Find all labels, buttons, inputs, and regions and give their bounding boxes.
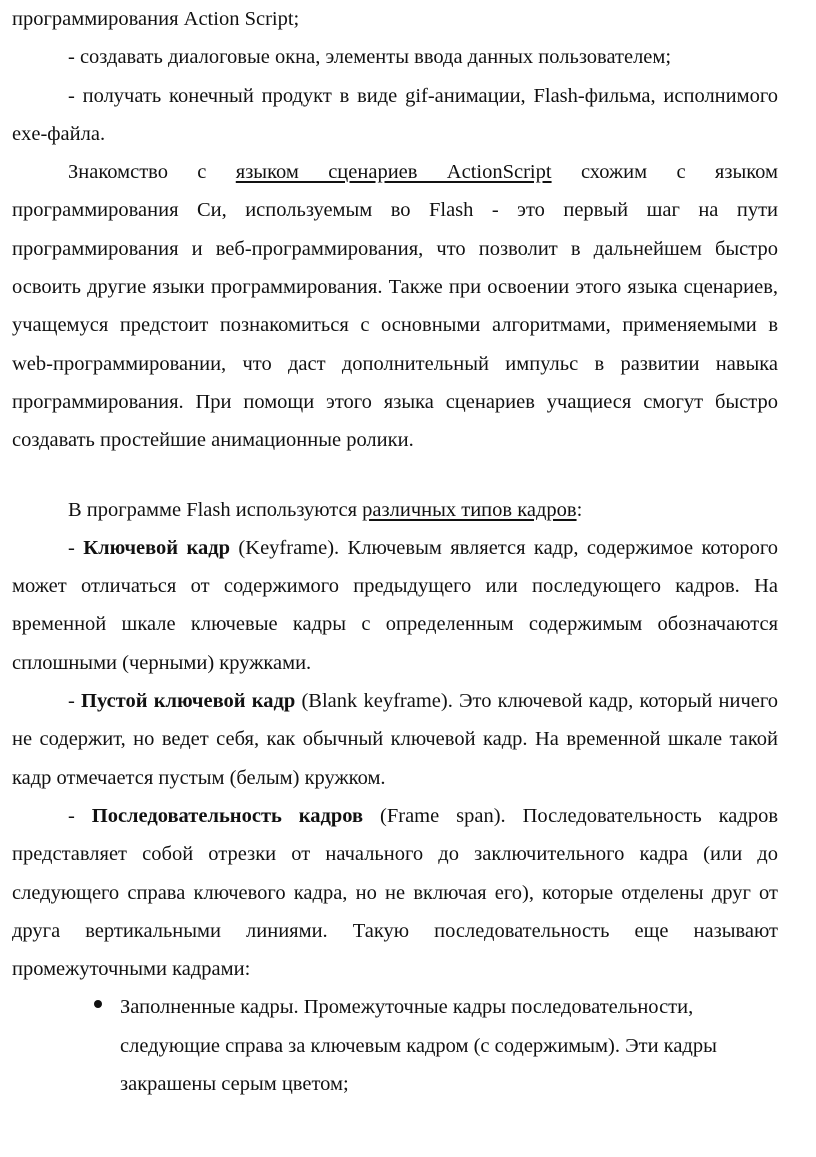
list-item: Заполненные кадры. Промежуточные кадры последовательности, следующие справа за ключевым кадром (с содержимым). Эти кадры закрашены серым цветом;	[12, 988, 778, 1103]
term-frame-span: Последовательность кадров	[91, 804, 364, 827]
paragraph-frame-span: - Последовательность кадров (Frame span). Последовательность кадров представляет собой отрезки от начального до заключительного кадра (или до следующего справа ключевого кадра, но не включая его), которые отделены друг от друга вертикальными линиями. Такую последовательность еще называют промежуточными кадрами:	[12, 804, 778, 981]
bullet-list	[12, 988, 778, 1103]
paragraph-gap	[12, 460, 778, 491]
actionscript-link[interactable]: языком сценариев ActionScript	[235, 161, 552, 184]
paragraph-actionscript: Знакомство с языком сценариев ActionScript схожим с языком программирования Си, используемым во Flash - это первый шаг на пути программирования и веб-программирования, что позволит в дальнейшем быстро освоить другие языки программирования. Также при освоении этого языка сценариев, учащемуся предстоит познакомиться с основными алгоритмами, применяемыми в web-программировании, что даст дополнительный импульс в развитии навыка программирования. При помощи этого языка сценариев учащиеся смогут быстро создавать простейшие анимационные ролики.	[12, 161, 778, 452]
list-item-dialogs: - создавать диалоговые окна, элементы ввода данных пользователем;	[68, 46, 672, 69]
frame-types-link[interactable]: различных типов кадров	[362, 498, 577, 521]
term-blank-keyframe: Пустой ключевой кадр	[81, 690, 296, 713]
bullet-dot-icon	[94, 1000, 102, 1008]
paragraph-blank-keyframe: - Пустой ключевой кадр (Blank keyframe). Это ключевой кадр, который ничего не содержит, но ведет себя, как обычный ключевой кадр. На временной шкале такой кадр отмечается пустым (белым) кружком.	[12, 690, 778, 789]
term-keyframe: Ключевой кадр	[83, 536, 231, 559]
paragraph-continuation: программирования Action Script;	[12, 8, 300, 30]
list-item-output: - получать конечный продукт в виде gif-анимации, Flash-фильма, исполнимого exe-файла.	[12, 84, 778, 145]
paragraph-frame-types: В программе Flash используются различных типов кадров:	[68, 498, 583, 521]
paragraph-keyframe: - Ключевой кадр (Keyframe). Ключевым является кадр, содержимое которого может отличаться от содержимого предыдущего или последующего кадров. На временной шкале ключевые кадры с определенным содержимым обозначаются сплошными (черными) кружками.	[12, 536, 778, 674]
